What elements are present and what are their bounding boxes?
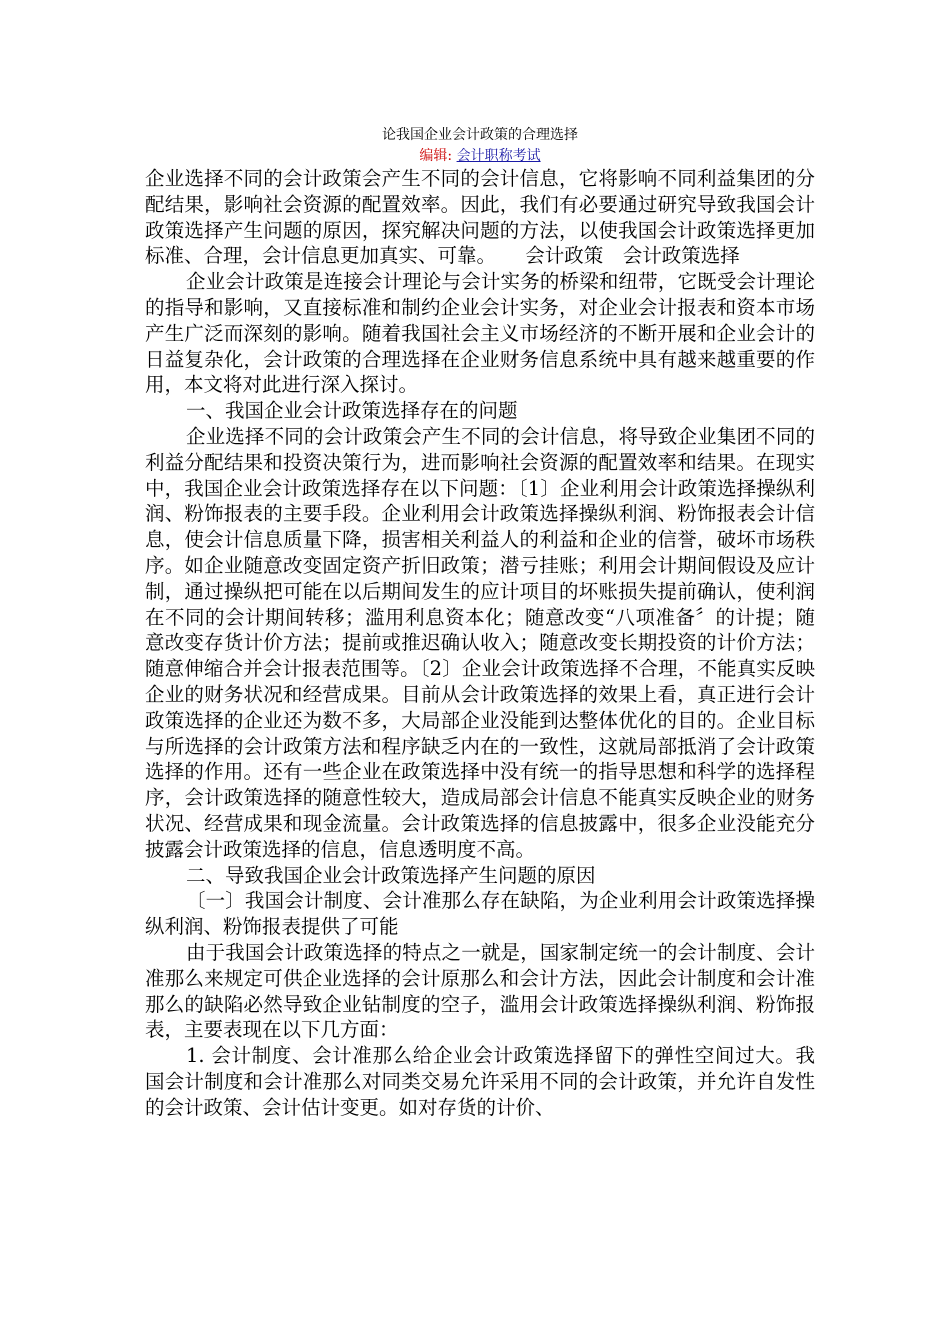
document-title: 论我国企业会计政策的合理选择 [382, 127, 578, 143]
editor-line [145, 146, 815, 166]
section-heading-problems: 一、我国企业会计政策选择存在的问题 [185, 399, 518, 423]
article-body [145, 166, 815, 1120]
document-page [145, 124, 815, 1120]
paragraph-intro: 企业会计政策是连接会计理论与会计实务的桥梁和纽带，它既受会计理论的指导和影响，又直接标准和制约企业会计实务，对企业会计报表和资本市场产生广泛而深刻的影响。随着我国社会主义市场经济的不断开展和企业会计的日益复杂化，会计政策的合理选择在企业财务信息系统中具有越来越重要的作用，本文将对此进行深入探讨。 [145, 270, 815, 397]
editor-link[interactable]: 会计职称考试 [456, 148, 541, 164]
section-heading-causes: 二、导致我国企业会计政策选择产生问题的原因 [185, 863, 596, 887]
subsection-heading-defects: 〔一〕我国会计制度、会计准那么存在缺陷，为企业利用会计政策选择操纵利润、粉饰报表提供了可能 [145, 889, 815, 939]
paragraph-defects: 由于我国会计政策选择的特点之一就是，国家制定统一的会计制度、会计准那么来规定可供企业选择的会计原那么和会计方法，因此会计制度和会计准那么的缺陷必然导致企业钻制度的空子，滥用会计政策选择操纵利润、粉饰报表，主要表现在以下几方面： [145, 940, 815, 1042]
editor-label: 编辑: [419, 148, 453, 164]
paragraph-abstract: 企业选择不同的会计政策会产生不同的会计信息，它将影响不同利益集团的分配结果，影响社会资源的配置效率。因此，我们有必要通过研究导致我国会计政策选择产生问题的原因，探究解决问题的方法，以使我国会计政策选择更加标准、合理，会计信息更加真实、可靠。 会计政策 会计政策选择 [145, 167, 815, 268]
paragraph-problems: 企业选择不同的会计政策会产生不同的会计信息，将导致企业集团不同的利益分配结果和投资决策行为，进而影响社会资源的配置效率和结果。在现实中，我国企业会计政策选择存在以下问题：〔1〕企业利用会计政策选择操纵利润、粉饰报表的主要手段。企业利用会计政策选择操纵利润、粉饰报表会计信息，使会计信息质量下降，损害相关利益人的利益和企业的信誉，破坏市场秩序。如企业随意改变固定资产折旧政策；潜亏挂账；利用会计期间假设及应计制，通过操纵把可能在以后期间发生的应计项目的坏账损失提前确认，使利润在不同的会计期间转移；滥用利息资本化；随意改变“八项准备〞的计提；随意改变存货计价方法；提前或推迟确认收入；随意改变长期投资的计价方法；随意伸缩合并会计报表范围等。〔2〕企业会计政策选择不合理，不能真实反映企业的财务状况和经营成果。目前从会计政策选择的效果上看，真正进行会计政策选择的企业还为数不多，大局部企业没能到达整体优化的目的。企业目标与所选择的会计政策方法和程序缺乏内在的一致性，这就局部抵消了会计政策选择的作用。还有一些企业在政策选择中没有统一的指导思想和科学的选择程序，会计政策选择的随意性较大，造成局部会计信息不能真实反映企业的财务状况、经营成果和现金流量。会计政策选择的信息披露中，很多企业没能充分披露会计政策选择的信息，信息透明度不高。 [145, 424, 815, 861]
paragraph-point-1: 1. 会计制度、会计准那么给企业会计政策选择留下的弹性空间过大。我国会计制度和会计准那么对同类交易允许采用不同的会计政策，并允许自发性的会计政策、会计估计变更。如对存货的计价、 [145, 1044, 815, 1119]
